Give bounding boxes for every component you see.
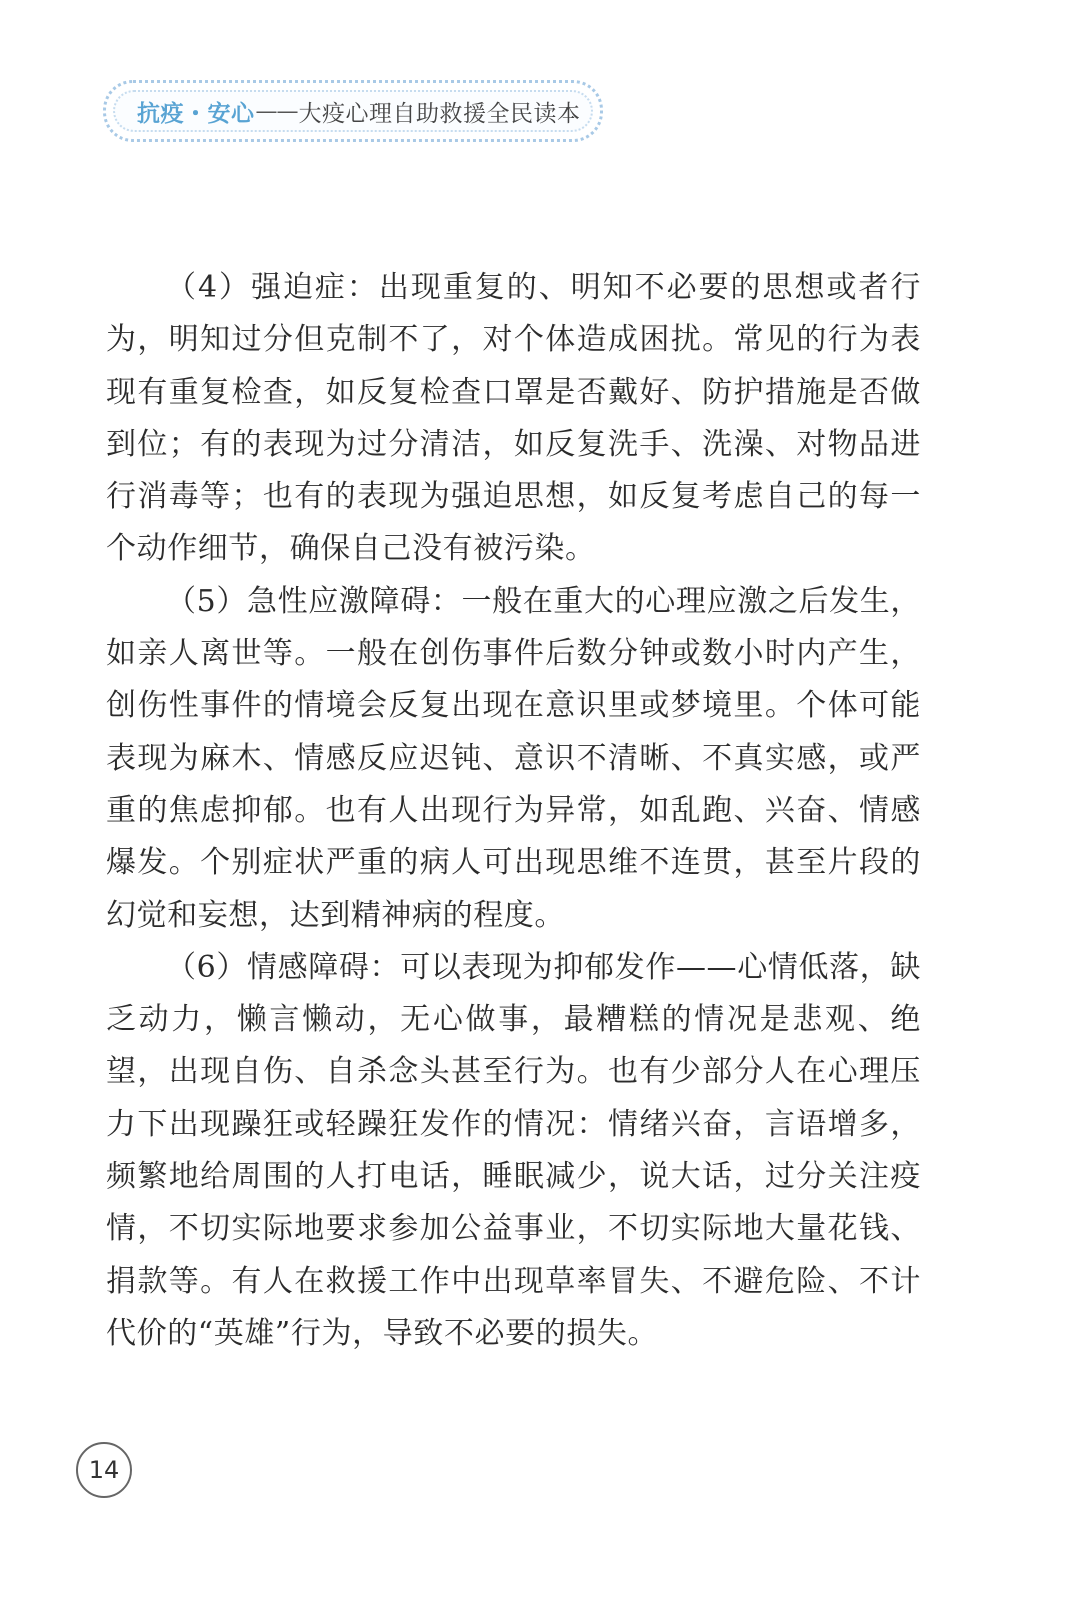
book-title: 大疫心理自助救援全民读本 [298,100,581,127]
running-header [103,80,603,142]
paragraph-ocd: （4）强迫症：出现重复的、明知不必要的思想或者行为，明知过分但克制不了，对个体造成困扰。常见的行为表现有重复检查，如反复检查口罩是否戴好、防护措施是否做到位；有的表现为过分清洁，如反复洗手、洗澡、对物品进行消毒等；也有的表现为强迫思想，如反复考虑自己的每一个动作细节，确保自己没有被污染。 [106,270,921,567]
running-header-inner [113,90,593,132]
series-name: 抗疫・安心 [137,100,255,127]
paragraph-affective-disorder: （6）情感障碍：可以表现为抑郁发作——心情低落，缺乏动力，懒言懒动，无心做事，最糟糕的情况是悲观、绝望，出现自伤、自杀念头甚至行为。也有少部分人在心理压力下出现躁狂或轻躁狂发作的情况：情绪兴奋，言语增多，频繁地给周围的人打电话，睡眠减少，说大话，过分关注疫情，不切实际地要求参加公益事业，不切实际地大量花钱、捐款等。有人在救援工作中出现草率冒失、不避危险、不计代价的“英雄”行为，导致不必要的损失。 [106,949,921,1351]
body-text [106,262,921,1360]
paragraph-acute-stress: （5）急性应激障碍：一般在重大的心理应激之后发生，如亲人离世等。一般在创伤事件后数分钟或数小时内产生，创伤性事件的情境会反复出现在意识里或梦境里。个体可能表现为麻木、情感反应迟钝、意识不清晰、不真实感，或严重的焦虑抑郁。也有人出现行为异常，如乱跑、兴奋、情感爆发。个别症状严重的病人可出现思维不连贯，甚至片段的幻觉和妄想，达到精神病的程度。 [106,583,921,933]
header-dash: —— [255,98,298,124]
page-number: 14 [76,1442,132,1498]
